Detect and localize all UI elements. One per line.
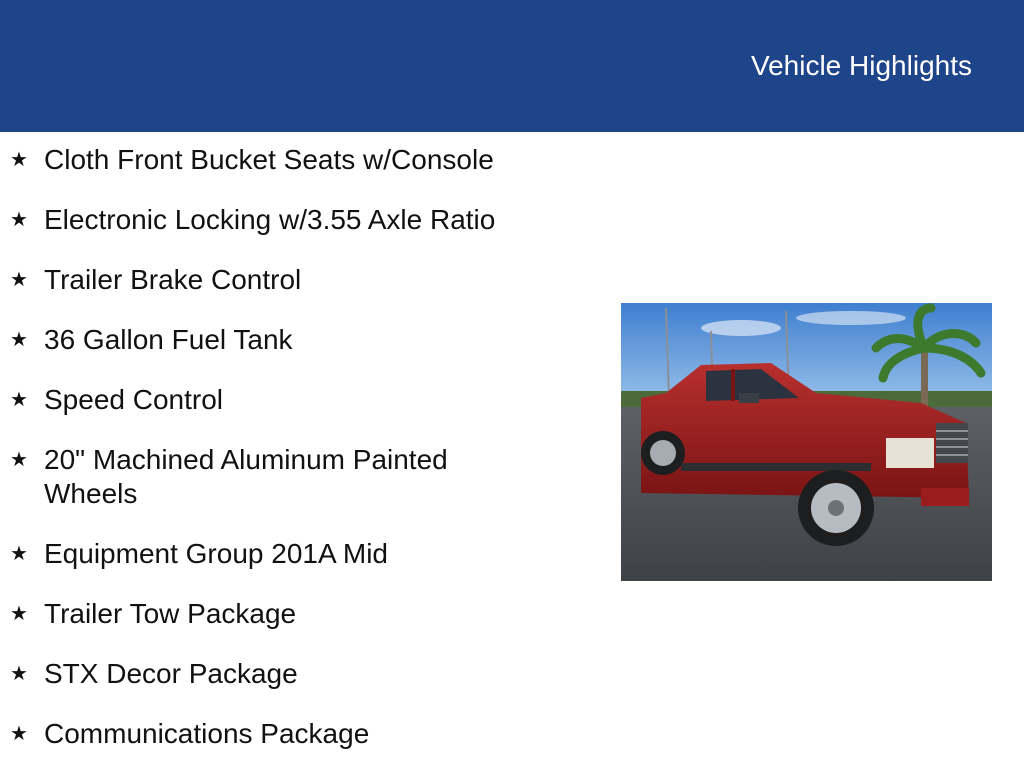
list-item: [10, 143, 570, 177]
truck-image: [621, 303, 992, 581]
star-icon: ★: [10, 149, 28, 171]
list-item: [10, 443, 570, 511]
star-icon: ★: [10, 543, 28, 565]
star-icon: ★: [10, 209, 28, 231]
list-item: [10, 383, 570, 417]
list-item: [10, 717, 570, 751]
feature-label: Equipment Group 201A Mid: [44, 538, 388, 569]
list-item: [10, 597, 570, 631]
list-item: [10, 537, 570, 571]
page-title: Vehicle Highlights: [750, 50, 972, 81]
star-icon: ★: [10, 663, 28, 685]
list-item: [10, 323, 570, 357]
feature-label: 36 Gallon Fuel Tank: [44, 324, 293, 355]
feature-label: Cloth Front Bucket Seats w/Console: [44, 144, 494, 175]
feature-label: Trailer Brake Control: [44, 264, 302, 295]
list-item: [10, 263, 570, 297]
feature-label: Communications Package: [44, 718, 370, 749]
vehicle-photo: [621, 303, 992, 581]
star-icon: ★: [10, 329, 28, 351]
star-icon: ★: [10, 389, 28, 411]
star-icon: ★: [10, 269, 28, 291]
feature-label: STX Decor Package: [44, 658, 298, 689]
feature-label: Trailer Tow Package: [44, 598, 297, 629]
feature-list: [10, 143, 570, 777]
star-icon: ★: [10, 723, 28, 745]
header-bar: [0, 0, 1024, 132]
list-item: [10, 657, 570, 691]
star-icon: ★: [10, 603, 28, 625]
list-item: [10, 203, 570, 237]
feature-label: 20" Machined Aluminum Painted Wheels: [44, 444, 448, 509]
star-icon: ★: [10, 449, 28, 471]
feature-label: Speed Control: [44, 384, 224, 415]
feature-label: Electronic Locking w/3.55 Axle Ratio: [44, 204, 496, 235]
